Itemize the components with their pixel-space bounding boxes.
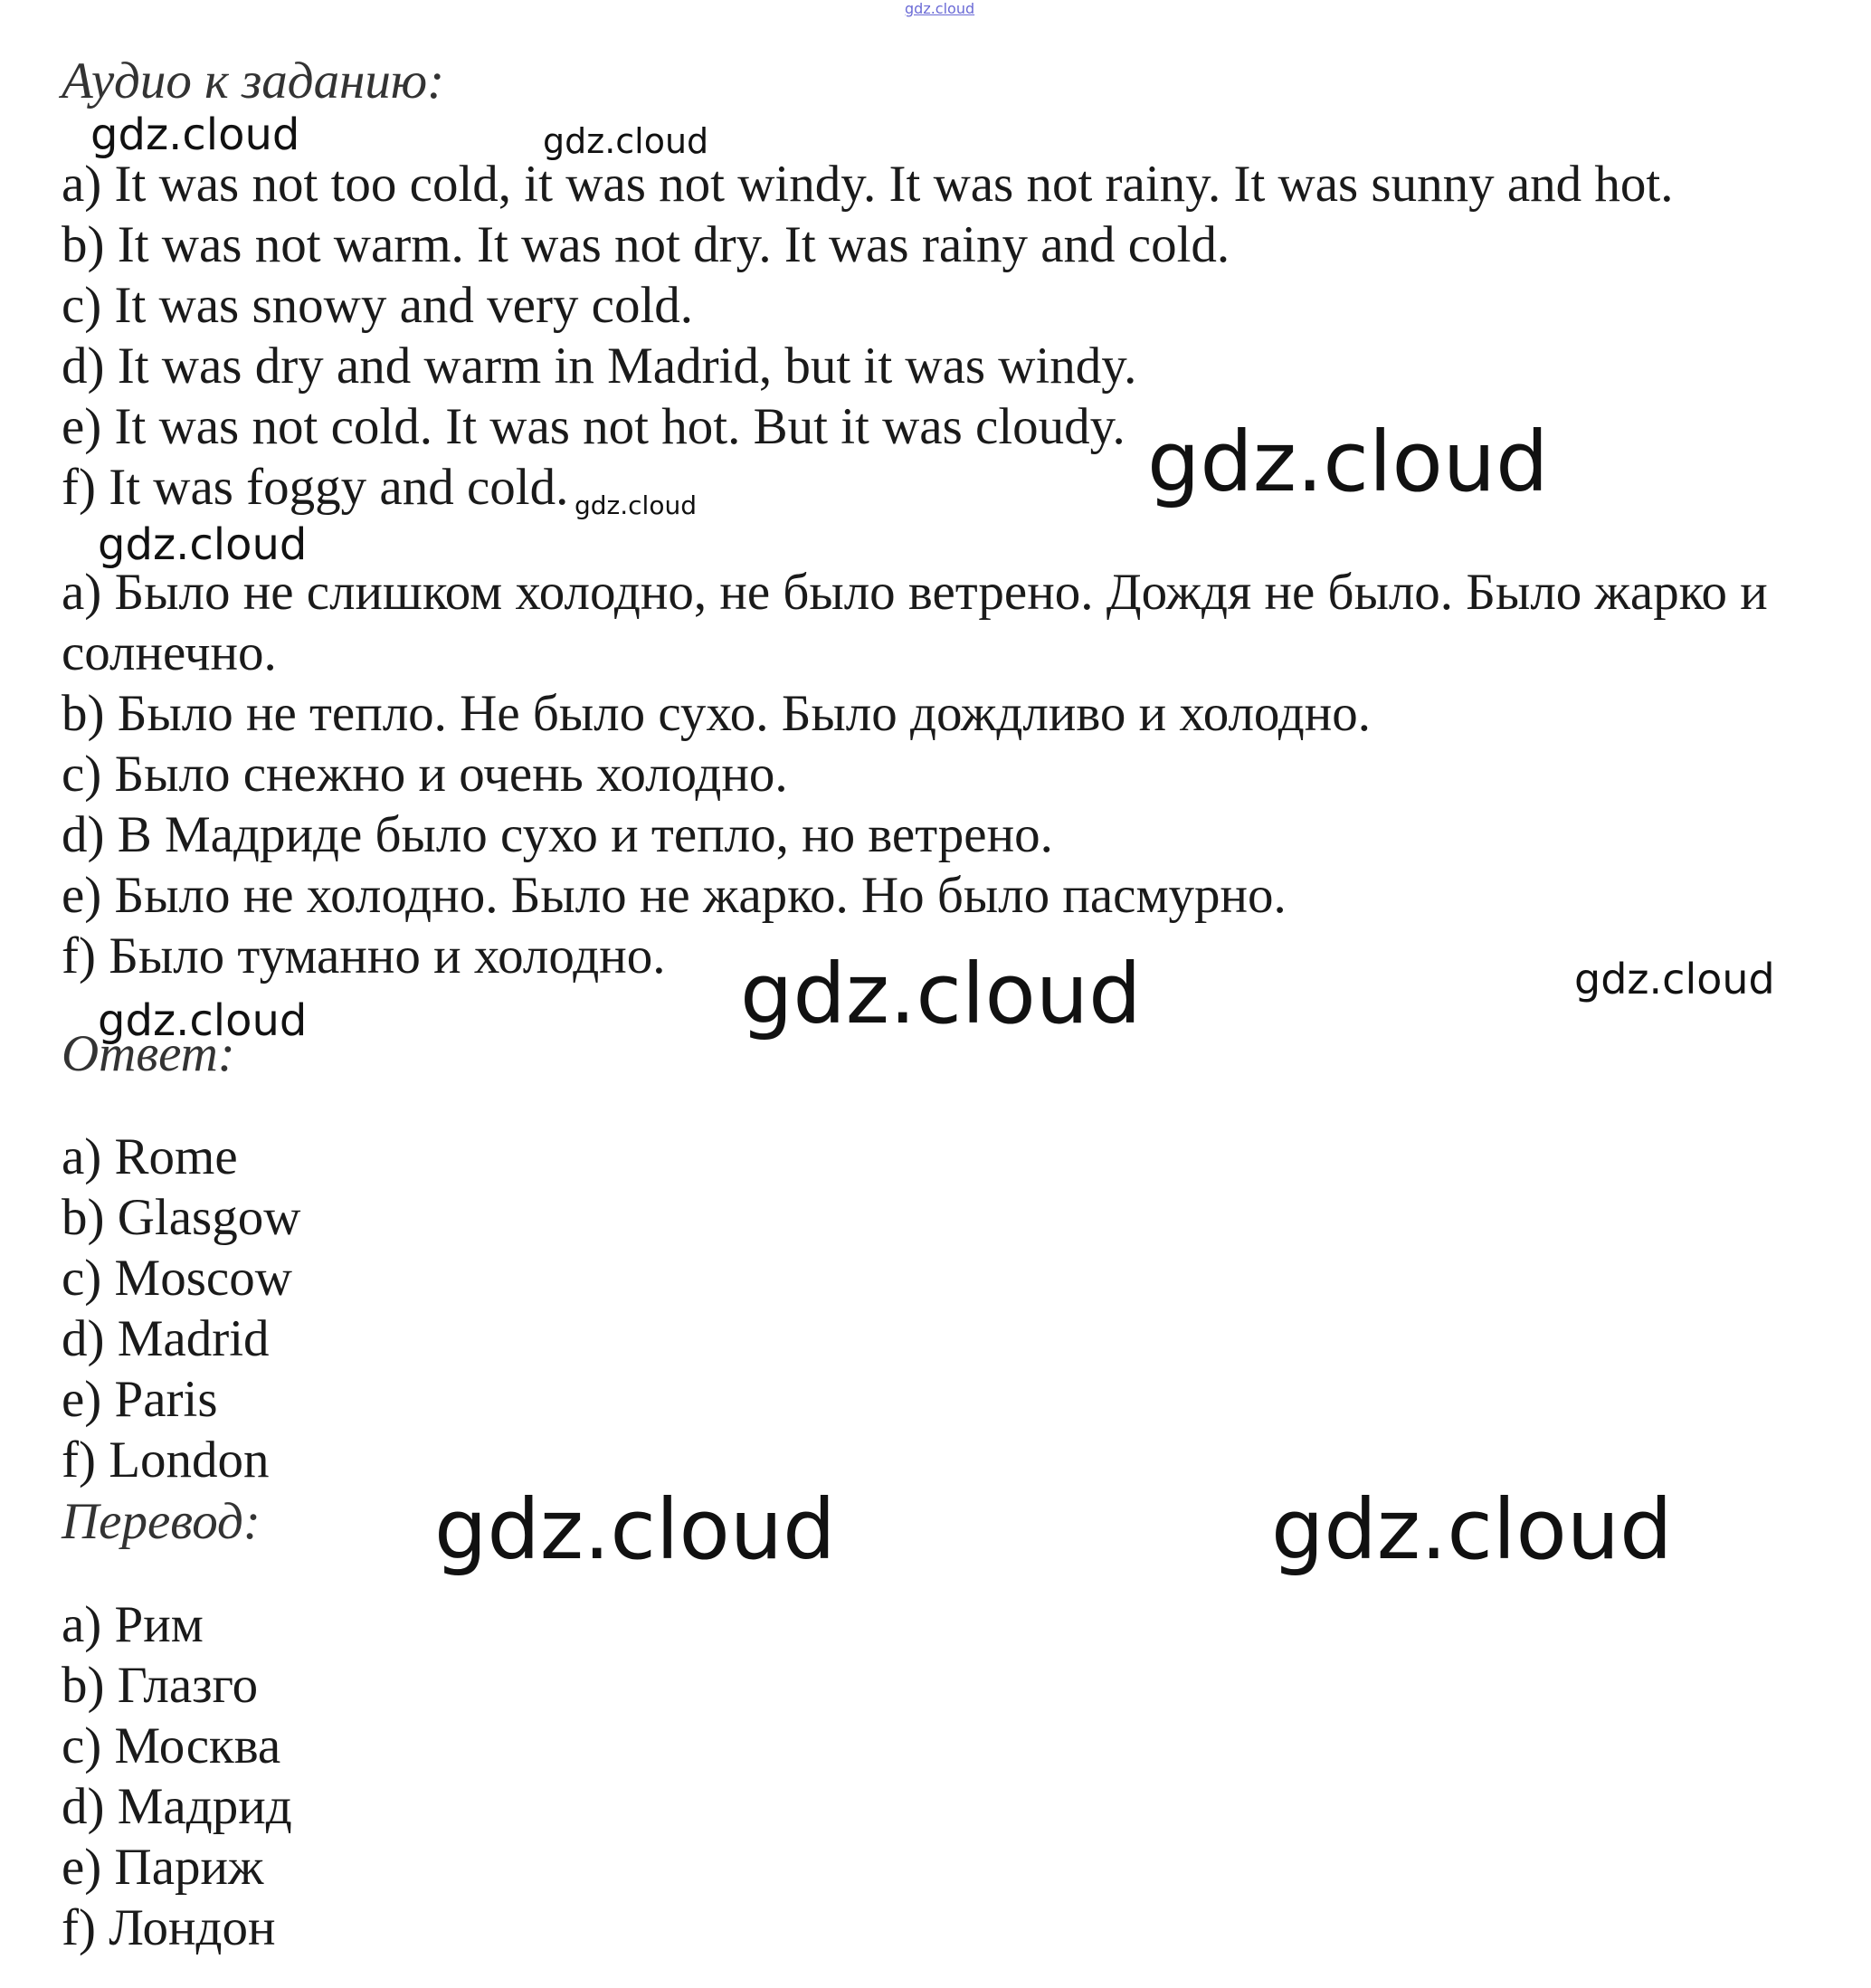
answer-f: f) London bbox=[62, 1432, 270, 1489]
russian-line-e: e) Было не холодно. Было не жарко. Но было пасмурно. bbox=[62, 867, 1287, 924]
translation-c: c) Москва bbox=[62, 1717, 281, 1774]
russian-line-c: c) Было снежно и очень холодно. bbox=[62, 746, 788, 803]
watermark: gdz.cloud bbox=[98, 519, 308, 570]
english-line-e: e) It was not cold. It was not hot. But it was cloudy. bbox=[62, 398, 1125, 455]
watermark: gdz.cloud bbox=[98, 995, 308, 1046]
translation-a: a) Рим bbox=[62, 1596, 204, 1653]
russian-line-d: d) В Мадриде было сухо и тепло, но ветрено. bbox=[62, 806, 1053, 863]
watermark: gdz.cloud bbox=[575, 490, 697, 520]
answer-b: b) Glasgow bbox=[62, 1189, 301, 1246]
audio-heading: Аудио к заданию: bbox=[62, 52, 445, 109]
watermark: gdz.cloud bbox=[1574, 955, 1775, 1004]
translation-d: d) Мадрид bbox=[62, 1778, 292, 1835]
english-line-b: b) It was not warm. It was not dry. It was rainy and cold. bbox=[62, 216, 1230, 273]
russian-line-a-part2: солнечно. bbox=[62, 624, 277, 681]
watermark: gdz.cloud bbox=[740, 946, 1142, 1042]
watermark: gdz.cloud bbox=[543, 121, 709, 161]
translation-f: f) Лондон bbox=[62, 1899, 276, 1956]
watermark-top-link[interactable]: gdz.cloud bbox=[905, 0, 975, 17]
russian-line-f: f) Было туманно и холодно. bbox=[62, 927, 666, 984]
english-line-d: d) It was dry and warm in Madrid, but it was windy. bbox=[62, 338, 1137, 395]
english-line-c: c) It was snowy and very cold. bbox=[62, 277, 694, 334]
translation-b: b) Глазго bbox=[62, 1657, 259, 1714]
watermark: gdz.cloud bbox=[1147, 414, 1549, 510]
russian-line-a-part1: a) Было не слишком холодно, не было ветрено. Дождя не было. Было жарко и bbox=[62, 564, 1768, 621]
watermark: gdz.cloud bbox=[90, 109, 300, 160]
answer-d: d) Madrid bbox=[62, 1310, 270, 1367]
english-line-a: a) It was not too cold, it was not windy. It was not rainy. It was sunny and hot. bbox=[62, 156, 1674, 213]
translation-heading: Перевод: bbox=[62, 1493, 261, 1550]
answer-a: a) Rome bbox=[62, 1128, 238, 1185]
watermark: gdz.cloud bbox=[1271, 1481, 1673, 1578]
watermark: gdz.cloud bbox=[434, 1481, 836, 1578]
answer-c: c) Moscow bbox=[62, 1250, 292, 1307]
english-line-f: f) It was foggy and cold. bbox=[62, 459, 569, 516]
russian-line-b: b) Было не тепло. Не было сухо. Было дождливо и холодно. bbox=[62, 685, 1372, 742]
answer-e: e) Paris bbox=[62, 1371, 218, 1428]
translation-e: e) Париж bbox=[62, 1839, 264, 1896]
answer-heading: Ответ: bbox=[62, 1025, 235, 1082]
